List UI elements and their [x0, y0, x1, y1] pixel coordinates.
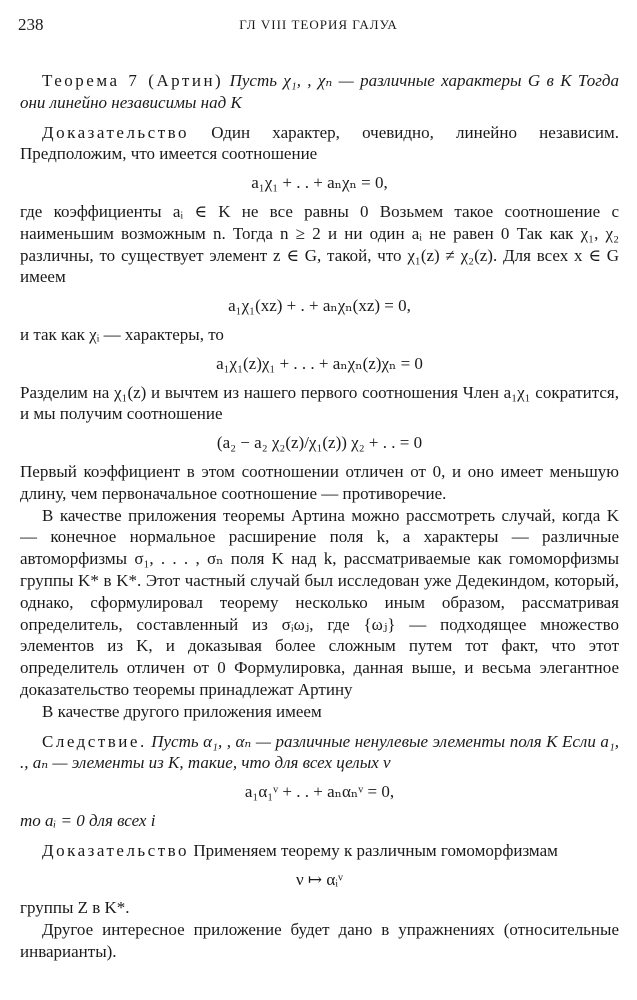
proof2-text: Применяем теорему к различным гомоморфизмам — [193, 840, 558, 860]
theorem-text: Пусть χ₁, , χₙ — различные характеры G в K Тогда они линейно независимы над K — [20, 71, 620, 112]
running-head: ГЛ VIII ТЕОРИЯ ГАЛУА — [239, 17, 398, 32]
proof-paragraph-1 — [20, 122, 619, 166]
proof-paragraph-4: Разделим на χ₁(z) и вычтем из нашего первого соотношения Член a₁χ₁ сократится, и мы получим соотношение — [20, 382, 619, 424]
formula-corollary: a₁α₁ᵛ + . . + aₙαₙᵛ = 0, — [244, 782, 395, 802]
formula-homomorphism: ν ↦ αᵢᵛ — [295, 869, 344, 889]
page-number: 238 — [18, 15, 44, 34]
theorem-label: Теорема 7 (Артин) — [42, 71, 224, 90]
proof2-paragraph-2: группы Z в K*. — [20, 898, 130, 918]
corollary-label: Следствие. — [42, 731, 147, 751]
formula-z: a₁χ₁(z)χ₁ + . . . + aₙχₙ(z)χₙ = 0 — [216, 353, 423, 373]
corollary-text: Пусть α₁, , αₙ — различные ненулевые элементы поля K Если a₁, ., aₙ — элементы из K, такие, что для всех целых ν — [20, 731, 620, 773]
application-paragraph-2: В качестве другого приложения имеем — [42, 701, 322, 721]
application-paragraph: В качестве приложения теоремы Артина можно рассмотреть случай, когда K — конечное нормальное расширение поля k, а характеры — различные автоморфизмы σ₁, . . . , σₙ поля K над k, рассматриваемые как гомоморфизмы группы K* в K*. Этот частный случай был исследован уже Дедекиндом, который, однако, сформулировал теорему несколько иным образом, рассматривая определитель, составленный из σᵢωⱼ, где {ωⱼ} — подходящее множество элементов из K, и доказывая более сложным путем тот факт, что этот определитель отличен от 0 Формулировка, данная выше, и весьма элегантное доказательство теоремы принадлежат Артину — [20, 505, 619, 699]
proof-paragraph-5: Первый коэффициент в этом соотношении отличен от 0, и оно имеет меньшую длину, чем первоначальное соотношение — противоречие. — [20, 461, 619, 503]
formula-relation: a₁χ₁ + . . + aₙχₙ = 0, — [251, 173, 388, 193]
proof2-label: Доказательство — [42, 840, 190, 860]
proof-paragraph-3: и так как χᵢ — характеры, то — [20, 324, 224, 344]
formula-fraction: (a₂ − a₂ χ₂(z)/χ₁(z)) χ₂ + . . = 0 — [216, 433, 423, 453]
page-header — [18, 14, 619, 36]
proof2-paragraph — [20, 840, 619, 862]
proof-text-1: Один характер, очевидно, линейно независим. Предположим, что имеется соотношение — [20, 122, 620, 164]
page-body — [20, 70, 619, 963]
proof-paragraph-2: где коэффициенты aᵢ ∈ K не все равны 0 Возьмем такое соотношение с наименьшим возможным n. Тогда n ≥ 2 и ни один aᵢ не равен 0 Так как χ₁, χ₂ различны, то существует элемент z ∈ G, такой, что χ₁(z) ≠ χ₂(z). Для всех x ∈ G имеем — [20, 201, 619, 287]
corollary-conclusion — [20, 810, 619, 832]
corollary-statement — [20, 731, 619, 775]
proof-label: Доказательство — [42, 122, 190, 142]
proof2-paragraph-3: Другое интересное приложение будет дано в упражнениях (относительные инварианты). — [20, 920, 619, 961]
corollary-conclusion-text: то aᵢ = 0 для всех i — [20, 810, 156, 830]
formula-xz: a₁χ₁(xz) + . + aₙχₙ(xz) = 0, — [228, 296, 411, 316]
theorem-statement — [20, 70, 619, 114]
